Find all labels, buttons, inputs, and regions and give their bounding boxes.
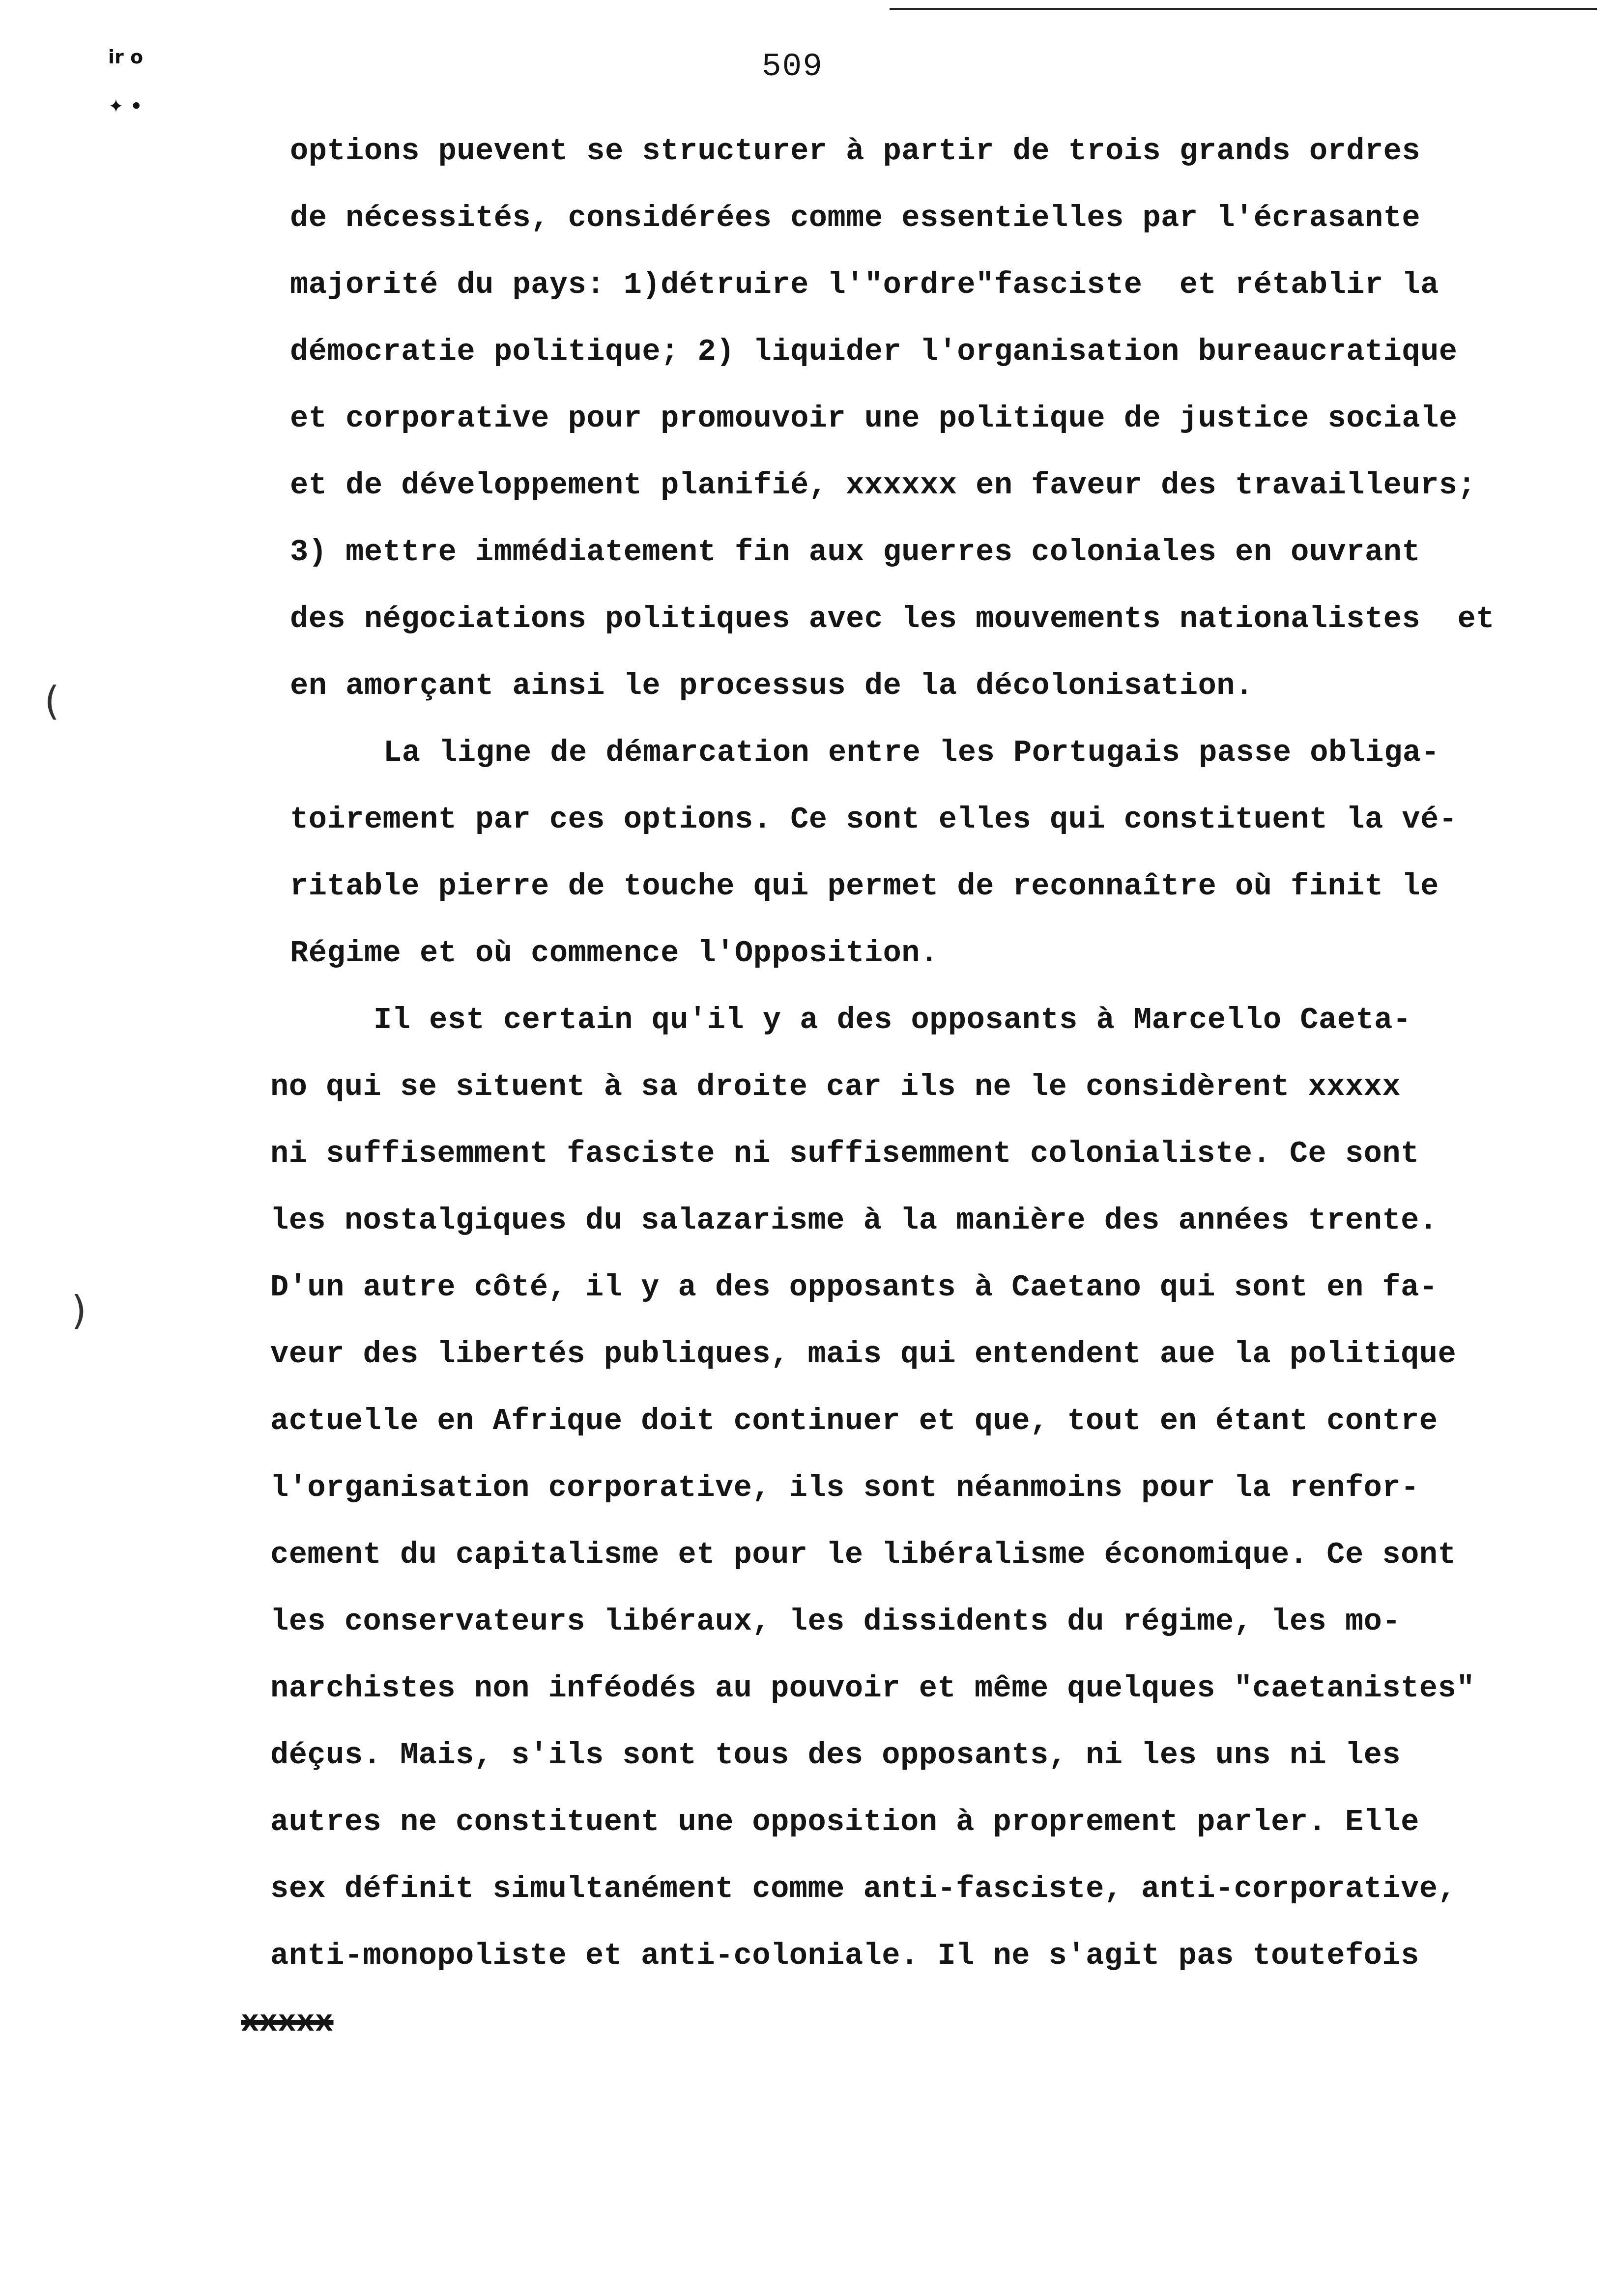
text-line: déçus. Mais, s'ils sont tous des opposants, ni les uns ni les — [270, 1738, 1401, 1773]
corner-handwritten-marks — [108, 32, 143, 131]
top-rule — [890, 8, 1597, 10]
margin-mark-right-paren: ) — [71, 1288, 87, 1333]
text-line: D'un autre côté, il y a des opposants à Caetano qui sont en fa- — [270, 1270, 1438, 1305]
text-line: démocratie politique; 2) liquider l'organisation bureaucratique — [290, 334, 1458, 369]
text-line: et corporative pour promouvoir une politique de justice sociale — [290, 401, 1458, 436]
text-line: 3) mettre immédiatement fin aux guerres coloniales en ouvrant — [290, 535, 1421, 570]
text-line: Régime et où commence l'Opposition. — [290, 936, 939, 971]
text-line: de nécessités, considérées comme essentielles par l'écrasante — [290, 201, 1421, 235]
text-line: majorité du pays: 1)détruire l'"ordre"fasciste et rétablir la — [290, 267, 1439, 302]
text-line: narchistes non inféodés au pouvoir et même quelques "caetanistes" — [270, 1671, 1475, 1706]
text-line: des négociations politiques avec les mouvements nationalistes et — [290, 602, 1495, 636]
typewritten-text — [241, 118, 1597, 2056]
text-line: ni suffisemment fasciste ni suffisemment colonialiste. Ce sont — [270, 1136, 1419, 1171]
page-number: 509 — [762, 48, 823, 85]
text-line: toirement par ces options. Ce sont elles qui constituent la vé- — [290, 802, 1458, 837]
text-line: l'organisation corporative, ils sont néanmoins pour la renfor- — [270, 1470, 1419, 1505]
text-line: sex définit simultanément comme anti-fasciste, anti-corporative, — [270, 1871, 1457, 1906]
corner-mark-2: ✦ • — [108, 95, 143, 117]
text-line: les conservateurs libéraux, les dissidents du régime, les mo- — [270, 1604, 1401, 1639]
text-line: ritable pierre de touche qui permet de reconnaître où finit le — [290, 869, 1439, 904]
paragraph-2 — [290, 719, 1597, 987]
struck-out-text: xxxxx — [241, 2005, 334, 2040]
text-line: autres ne constituent une opposition à proprement parler. Elle — [270, 1805, 1419, 1839]
text-line: les nostalgiques du salazarisme à la manière des années trente. — [270, 1203, 1438, 1238]
margin-mark-left-paren: ( — [44, 678, 60, 724]
corner-mark-1: ir o — [108, 46, 144, 68]
text-line: actuelle en Afrique doit continuer et que, tout en étant contre — [270, 1404, 1438, 1438]
text-line: no qui se situent à sa droite car ils ne le considèrent xxxxx — [270, 1069, 1401, 1104]
text-line: options puevent se structurer à partir de trois grands ordres — [290, 134, 1421, 169]
text-line: anti-monopoliste et anti-coloniale. Il ne s'agit pas toutefois — [270, 1938, 1419, 1973]
text-line: en amorçant ainsi le processus de la décolonisation. — [290, 668, 1254, 703]
text-line: cement du capitalisme et pour le libéralisme économique. Ce sont — [270, 1537, 1457, 1572]
paragraph-1 — [290, 118, 1597, 719]
text-line: La ligne de démarcation entre les Portugais passe obliga- — [383, 735, 1440, 770]
text-line: et de développement planifié, xxxxxx en faveur des travailleurs; — [290, 468, 1476, 503]
text-line: veur des libertés publiques, mais qui entendent aue la politique — [270, 1337, 1457, 1372]
paragraph-3 — [241, 987, 1597, 2056]
text-line: Il est certain qu'il y a des opposants à Marcello Caeta- — [374, 1003, 1411, 1037]
